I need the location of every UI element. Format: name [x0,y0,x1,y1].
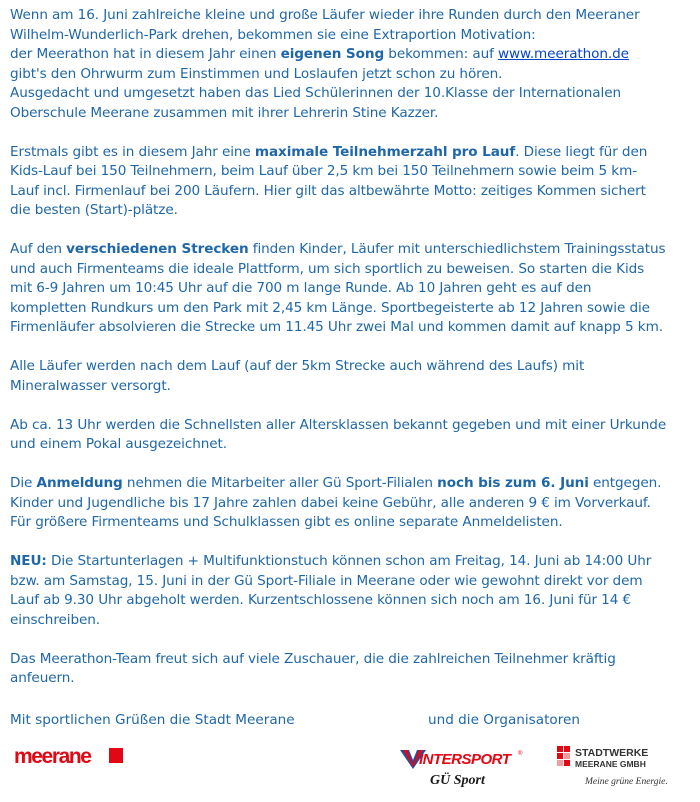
svg-text:MEERANE GMBH: MEERANE GMBH [575,759,646,769]
highlight-deadline: noch bis zum 6. Juni [437,475,589,491]
svg-text:®: ® [518,751,523,757]
highlight-eigener-song: eigenen Song [280,46,385,62]
svg-text:Meine grüne Energie.: Meine grüne Energie. [585,777,668,787]
intersport-logo [400,750,523,788]
paragraph-siegerehrung: Ab ca. 13 Uhr werden die Schnellsten aller Altersklassen bekannt gegeben und mit einer Urkunde und einem Pokal ausgezeichnet. [10,416,667,452]
paragraph-song: Wenn am 16. Juni zahlreiche kleine und große Läufer wieder ihre Runden durch den Meeraner Wilhelm-Wunderlich-Park drehen, bekommen sie eine Extraportion Motivation: der Meerathon hat in diesem Jahr einen eigenen Song bekommen: auf www.meerathon.de gibt's den Ohrwurm zum Einstimmen und Loslaufen jetzt schon zu hören. Ausgedacht und umgesetzt haben das Lied Schülerinnen der 10.Klasse der Internationalen Oberschule Meerane zusammen mit ihrer Lehrerin Stine Kazzer. [10,7,640,121]
stadtwerke-logo [557,746,668,787]
svg-text:INTERSPORT: INTERSPORT [419,751,511,768]
closing-organisatoren: und die Organisatoren [428,712,581,728]
highlight-neu: NEU: [10,553,47,569]
closing-stadt: Mit sportlichen Grüßen die Stadt Meerane [10,712,295,728]
svg-text:meerane: meerane [14,745,91,768]
article-body [10,6,690,708]
highlight-anmeldung: Anmeldung [36,475,123,491]
sponsor-logos [0,734,700,802]
stadtwerke-mark-icon [557,746,570,766]
highlight-max-teilnehmer: maximale Teilnehmerzahl pro Lauf [254,143,516,160]
gue-sport-logo: GÜ Sport [430,773,485,788]
closing-line [10,711,690,731]
paragraph-strecken: Auf den verschiedenen Strecken finden Kinder, Läufer mit unterschiedlichstem Trainingsstatus und auch Firmenteams die ideale Plattform, um sich sportlich zu beweisen. So starten die Kids mit 6-9 Jahren um 10:45 Uhr auf die 700 m lange Runde. Ab 10 Jahren geht es auf den kompletten Rundkurs um den Park mit 2,45 km Länge. Sportbegeisterte ab 12 Jahren sowie die Firmenläufer absolvieren die Strecke um 11.45 Uhr zwei Mal und kommen damit auf knapp 5 km. [10,241,666,335]
paragraph-mineralwasser: Alle Läufer werden nach dem Lauf (auf der 5km Strecke auch während des Laufs) mit Mineralwasser versorgt. [10,358,585,394]
meerane-square-icon [109,748,123,763]
svg-text:STADTWERKE: STADTWERKE [575,747,649,759]
paragraph-neu: NEU: Die Startunterlagen + Multifunktionstuch können schon am Freitag, 14. Juni ab 14:00 Uhr bzw. am Samstag, 15. Juni in der Gü Sport-Filiale in Meerane oder wie gewohnt direkt vor dem Lauf ab 9.30 Uhr abgeholt werden. Kurzentschlossene können sich noch am 16. Juni für 14 € einschreiben. [10,553,652,628]
meerane-logo [14,745,123,768]
paragraph-teilnehmerzahl: Erstmals gibt es in diesem Jahr eine maximale Teilnehmerzahl pro Lauf. Diese liegt für den Kids-Lauf bei 150 Teilnehmern, beim Lauf über 2,5 km bei 150 Teilnehmern sowie beim 5 km- Lauf incl. Firmenlauf bei 200 Läufern. Hier gilt das altbewährte Motto: zeitiges Kommen sichert die besten (Start)-plätze. [10,143,648,218]
paragraph-anmeldung: Die Anmeldung nehmen die Mitarbeiter aller Gü Sport-Filialen noch bis zum 6. Juni entgegen. Kinder und Jugendliche bis 17 Jahre zahlen dabei keine Gebühr, alle anderen 9 € im Vorverkauf. Für größere Firmenteams und Schulklassen gibt es online separate Anmeldelisten. [10,475,662,530]
meerathon-link[interactable]: www.meerathon.de [498,46,629,62]
highlight-strecken: verschiedenen Strecken [66,241,249,257]
paragraph-team: Das Meerathon-Team freut sich auf viele Zuschauer, die die zahlreichen Teilnehmer kräftig anfeuern. [10,650,616,686]
